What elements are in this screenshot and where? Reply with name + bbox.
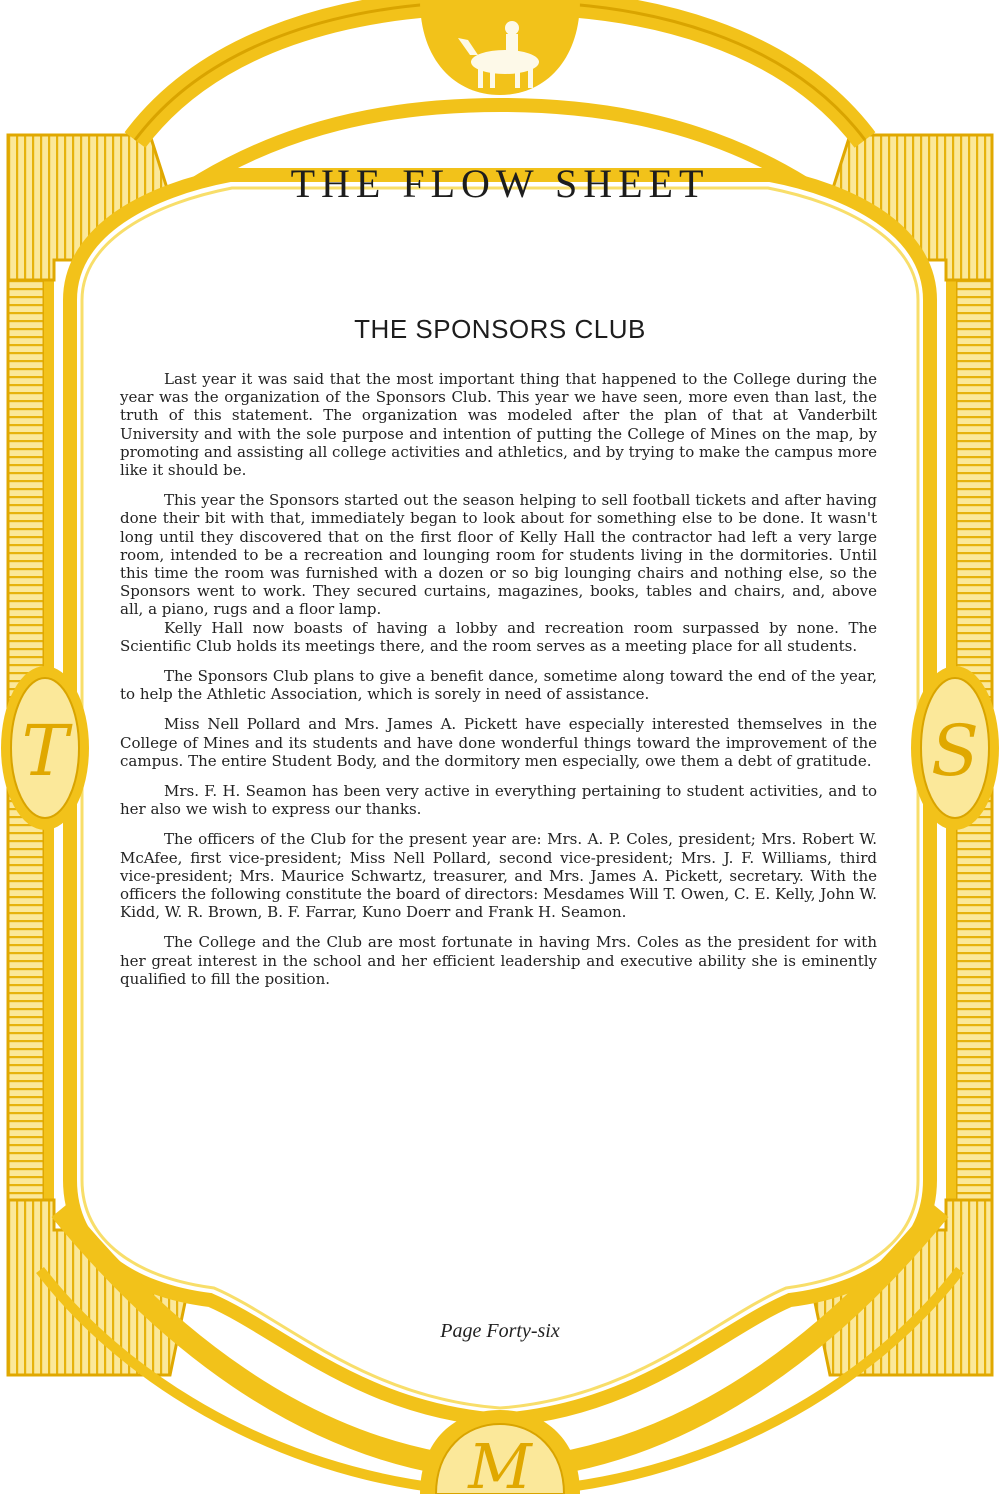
page-number: Page Forty-six (440, 1320, 560, 1342)
article-paragraph: The Sponsors Club plans to give a benefit dance, sometime along toward the end of the year, to help the Athletic Association, which is sorely in need of assistance. (120, 667, 877, 704)
article-paragraph: Kelly Hall now boasts of having a lobby and recreation room surpassed by none. The Scientific Club holds its meetings there, and the room serves as a meeting place for all students. (120, 618, 877, 655)
left-medallion-letter: T (21, 710, 69, 792)
bottom-medallion-letter: M (468, 1430, 532, 1494)
article-body (120, 370, 877, 1000)
right-medallion-letter: S (931, 710, 979, 792)
left-medallion (1, 666, 89, 830)
article-paragraph: Mrs. F. H. Seamon has been very active in everything pertaining to student activities, and to her also we wish to express our thanks. (120, 782, 877, 819)
right-medallion (911, 666, 999, 830)
article-paragraph: The College and the Club are most fortunate in having Mrs. Coles as the president for with her great interest in the school and her efficient leadership and executive ability she is eminently qualified to fill the position. (120, 933, 877, 988)
article-title: THE SPONSORS CLUB (354, 314, 646, 344)
article-paragraph: Last year it was said that the most important thing that happened to the College during the year was the organization of the Sponsors Club. This year we have seen, more even than last, the truth of this statement. The organization was modeled after the plan of that at Vanderbilt University and with the sole purpose and intention of putting the College of Mines on the map, by promoting and assisting all college activities and athletics, and by trying to make the campus more like it should be. (120, 370, 877, 480)
article-paragraph: This year the Sponsors started out the season helping to sell football tickets and after having done their bit with that, immediately began to look about for something else to be done. It wasn't long until they discovered that on the first floor of Kelly Hall the contractor had left a very large room, intended to be a recreation and lounging room for students living in the dormitories. Until this time the room was furnished with a dozen or so big lounging chairs and nothing else, so the Sponsors went to work. They secured curtains, magazines, books, tables and chairs, and, above all, a piano, rugs and a floor lamp. (120, 491, 877, 619)
bottom-medallion (420, 1410, 580, 1494)
article-paragraph: The officers of the Club for the present year are: Mrs. A. P. Coles, president; Mrs. Robert W. McAfee, first vice-president; Miss Nell Pollard, second vice-president; Mrs. J. F. Williams, third vice-president; Mrs. Maurice Schwartz, treasurer, and Mrs. James A. Pickett, secretary. With the officers the following constitute the board of directors: Mesdames Will T. Owen, C. E. Kelly, John W. Kidd, W. R. Brown, B. F. Farrar, Kuno Doerr and Frank H. Seamon. (120, 830, 877, 922)
top-emblem (420, 0, 580, 95)
article-paragraph: Miss Nell Pollard and Mrs. James A. Pickett have especially interested themselves in the College of Mines and its students and have done wonderful things toward the improvement of the campus. The entire Student Body, and the dormitory men especially, owe them a debt of gratitude. (120, 715, 877, 770)
publication-title: THE FLOW SHEET (290, 161, 710, 206)
